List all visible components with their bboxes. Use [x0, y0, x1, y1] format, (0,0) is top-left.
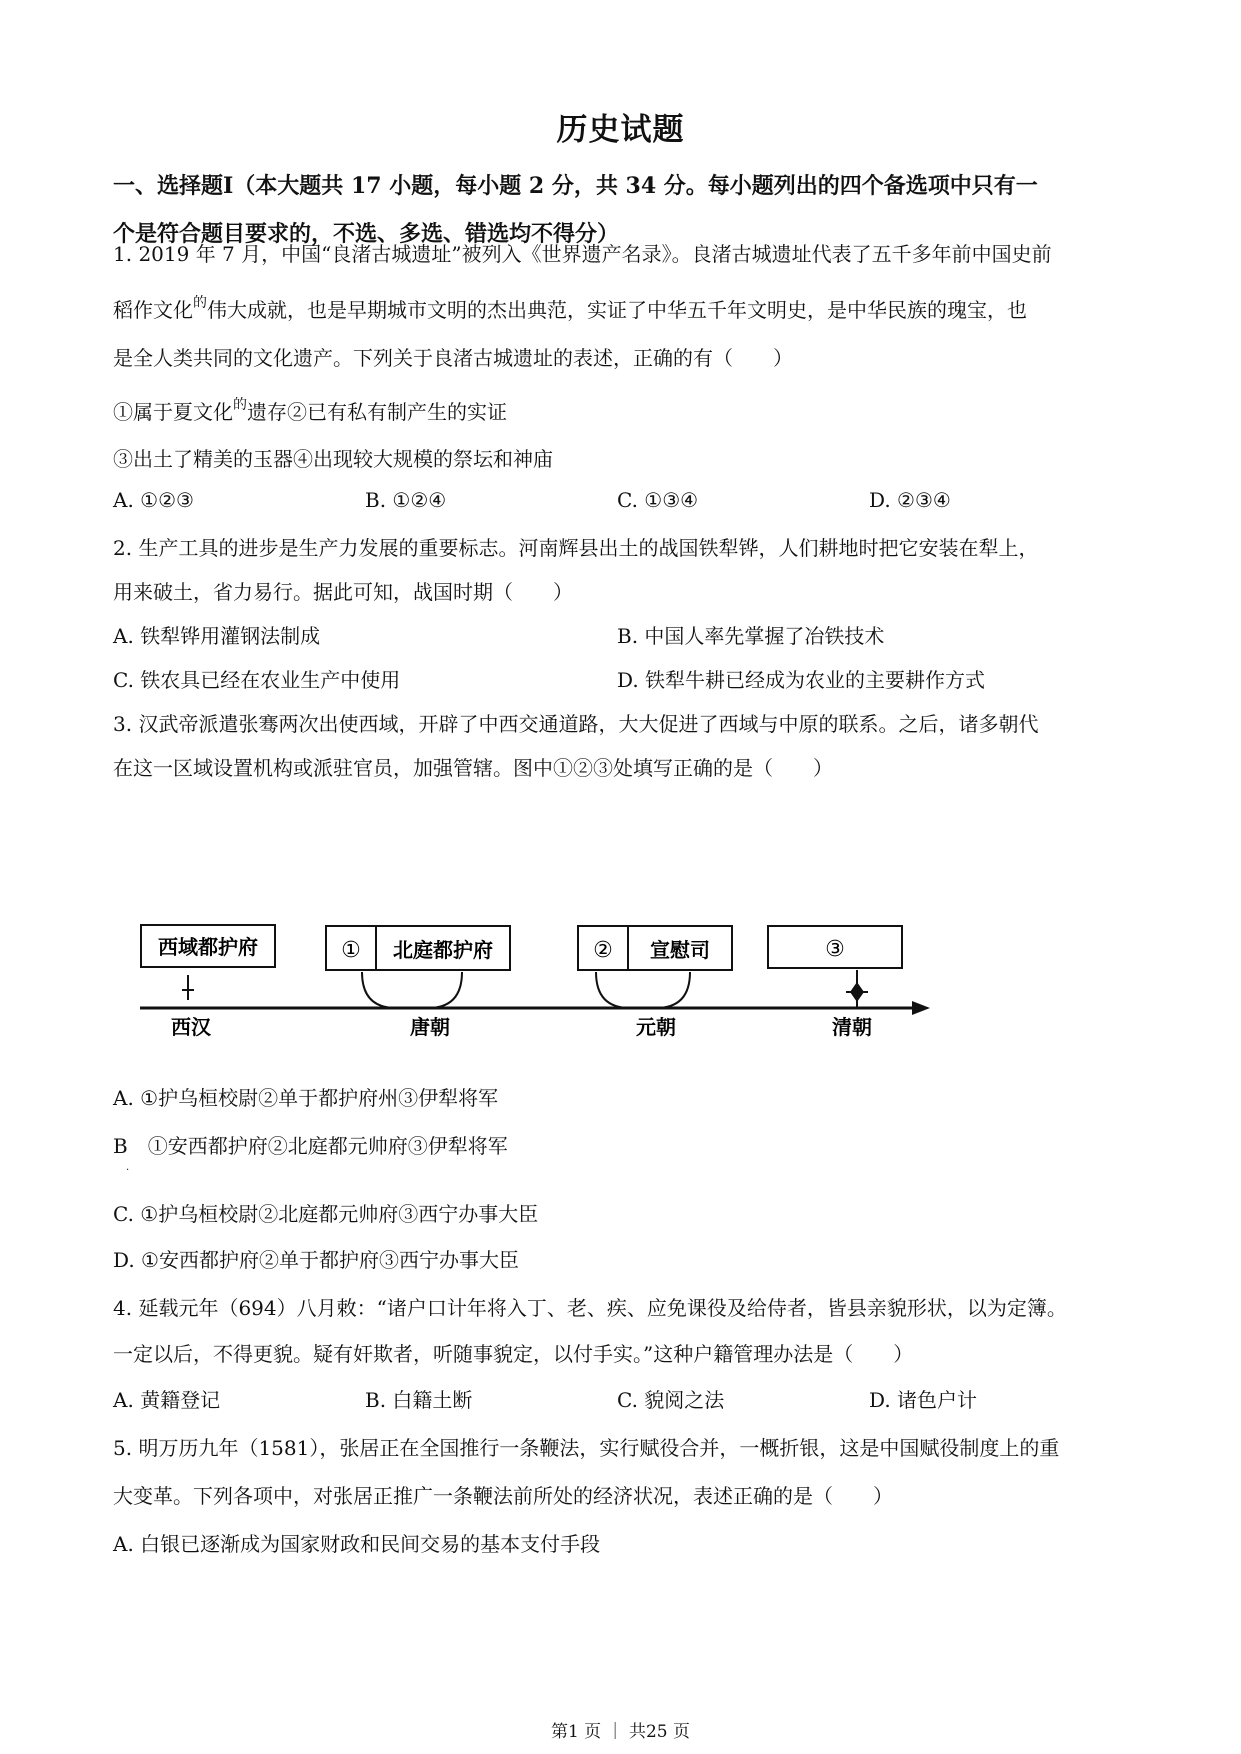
- q5-stem-line2: 大变革。下列各项中，对张居正推广一条鞭法前所处的经济状况，表述正确的是（ ）: [113, 1484, 893, 1508]
- q3-stem-line1: 3. 汉武帝派遣张骞两次出使西域，开辟了中西交通道路，大大促进了西域与中原的联系。之后，诸多朝代: [113, 712, 1039, 736]
- q1-statement-1-sup: 的: [233, 397, 247, 413]
- q2-option-d[interactable]: D. 铁犁牛耕已经成为农业的主要耕作方式: [617, 668, 986, 692]
- era-qing: 清朝: [832, 1015, 872, 1039]
- box-blank-3-label: ③: [825, 937, 845, 962]
- q1-stem-line2-a: 稻作文化: [113, 298, 193, 322]
- q3-option-c[interactable]: C. ①护乌桓校尉②北庭都元帅府③西宁办事大臣: [113, 1202, 539, 1226]
- q1-stem-line1: 1. 2019 年 7 月，中国“良渚古城遗址”被列入《世界遗产名录》。良渚古城遗址代表了五千多年前中国史前: [113, 242, 1052, 266]
- q1-option-c[interactable]: C. ①③④: [617, 488, 699, 512]
- q3-option-d[interactable]: D. ①安西都护府②单于都护府③西宁办事大臣: [113, 1248, 519, 1272]
- q5-stem-line1: 5. 明万历九年（1581），张居正在全国推行一条鞭法，实行赋役合并，一概折银，这是中国赋役制度上的重: [113, 1436, 1060, 1460]
- stray-dot: .: [126, 1162, 130, 1173]
- q5-option-a[interactable]: A. 白银已逐渐成为国家财政和民间交易的基本支付手段: [113, 1532, 601, 1556]
- q4-option-a[interactable]: A. 黄籍登记: [113, 1388, 221, 1412]
- page-title: 历史试题: [556, 112, 685, 148]
- q1-option-b[interactable]: B. ①②④: [365, 488, 447, 512]
- q2-option-c[interactable]: C. 铁农具已经在农业生产中使用: [113, 668, 401, 692]
- q3-option-a[interactable]: A. ①护乌桓校尉②单于都护府州③伊犁将军: [113, 1086, 499, 1110]
- q1-statement-2: ③出土了精美的玉器④出现较大规模的祭坛和神庙: [113, 447, 553, 471]
- q1-stem-line2-b: 伟大成就，也是早期城市文明的杰出典范，实证了中华五千年文明史，是中华民族的瑰宝，也: [207, 298, 1027, 322]
- section-header-line2: 个是符合题目要求的，不选、多选、错选均不得分）: [113, 221, 620, 247]
- era-xihan: 西汉: [171, 1015, 211, 1039]
- q2-option-b[interactable]: B. 中国人率先掌握了冶铁技术: [617, 624, 885, 648]
- box-blank-2-label: ②: [593, 938, 613, 963]
- q1-statement-1-b: 遗存②已有私有制产生的实证: [247, 400, 507, 424]
- q4-option-c[interactable]: C. 貌阅之法: [617, 1388, 725, 1412]
- q2-option-a[interactable]: A. 铁犁铧用灌钢法制成: [113, 624, 321, 648]
- q4-stem-line2: 一定以后，不得更貌。疑有奸欺者，听随事貌定，以付手实。”这种户籍管理办法是（ ）: [113, 1342, 914, 1366]
- q1-statement-1-a: ①属于夏文化: [113, 400, 233, 424]
- q3-stem-line2: 在这一区域设置机构或派驻官员，加强管辖。图中①②③处填写正确的是（ ）: [113, 756, 833, 780]
- q1-stem-line2: [113, 294, 1027, 323]
- box-beiting-duhufu-label: 北庭都护府: [393, 938, 493, 962]
- era-tang: 唐朝: [410, 1015, 450, 1039]
- q3-timeline-diagram: [0, 900, 1241, 1040]
- q2-stem-line1: 2. 生产工具的进步是生产力发展的重要标志。河南辉县出土的战国铁犁铧，人们耕地时把它安装在犁上，: [113, 536, 1039, 560]
- bracket-yuan: [596, 972, 690, 1008]
- page-footer: 第1 页 ｜ 共25 页: [550, 1722, 691, 1742]
- q1-statement-1: [113, 396, 507, 425]
- q2-stem-line2: 用来破土，省力易行。据此可知，战国时期（ ）: [113, 580, 573, 604]
- q1-stem-line3: 是全人类共同的文化遗产。下列关于良渚古城遗址的表述，正确的有（ ）: [113, 346, 793, 370]
- box-xiyu-duhufu-label: 西域都护府: [158, 935, 258, 959]
- q4-option-d[interactable]: D. 诸色户计: [869, 1388, 978, 1412]
- bracket-tang: [362, 972, 462, 1008]
- box-xuanweisi-label: 宣慰司: [650, 938, 710, 962]
- section-header-line1: 一、选择题Ⅰ（本大题共 17 小题，每小题 2 分，共 34 分。每小题列出的四个备选项中只有一: [113, 173, 1038, 199]
- q1-option-a[interactable]: A. ①②③: [113, 488, 194, 512]
- q4-option-b[interactable]: B. 白籍土断: [365, 1388, 473, 1412]
- q3-option-b[interactable]: B ①安西都护府②北庭都元帅府③伊犁将军: [113, 1134, 508, 1158]
- era-yuan: 元朝: [636, 1015, 676, 1039]
- q1-stem-line2-sup: 的: [193, 295, 207, 311]
- q4-stem-line1: 4. 延载元年（694）八月敕：“诸户口计年将入丁、老、疾、应免课役及给侍者，皆县亲貌形状，以为定簿。: [113, 1296, 1067, 1320]
- box-blank-1-label: ①: [341, 938, 361, 963]
- q1-option-d[interactable]: D. ②③④: [869, 488, 951, 512]
- timeline-arrow-icon: [912, 1001, 930, 1015]
